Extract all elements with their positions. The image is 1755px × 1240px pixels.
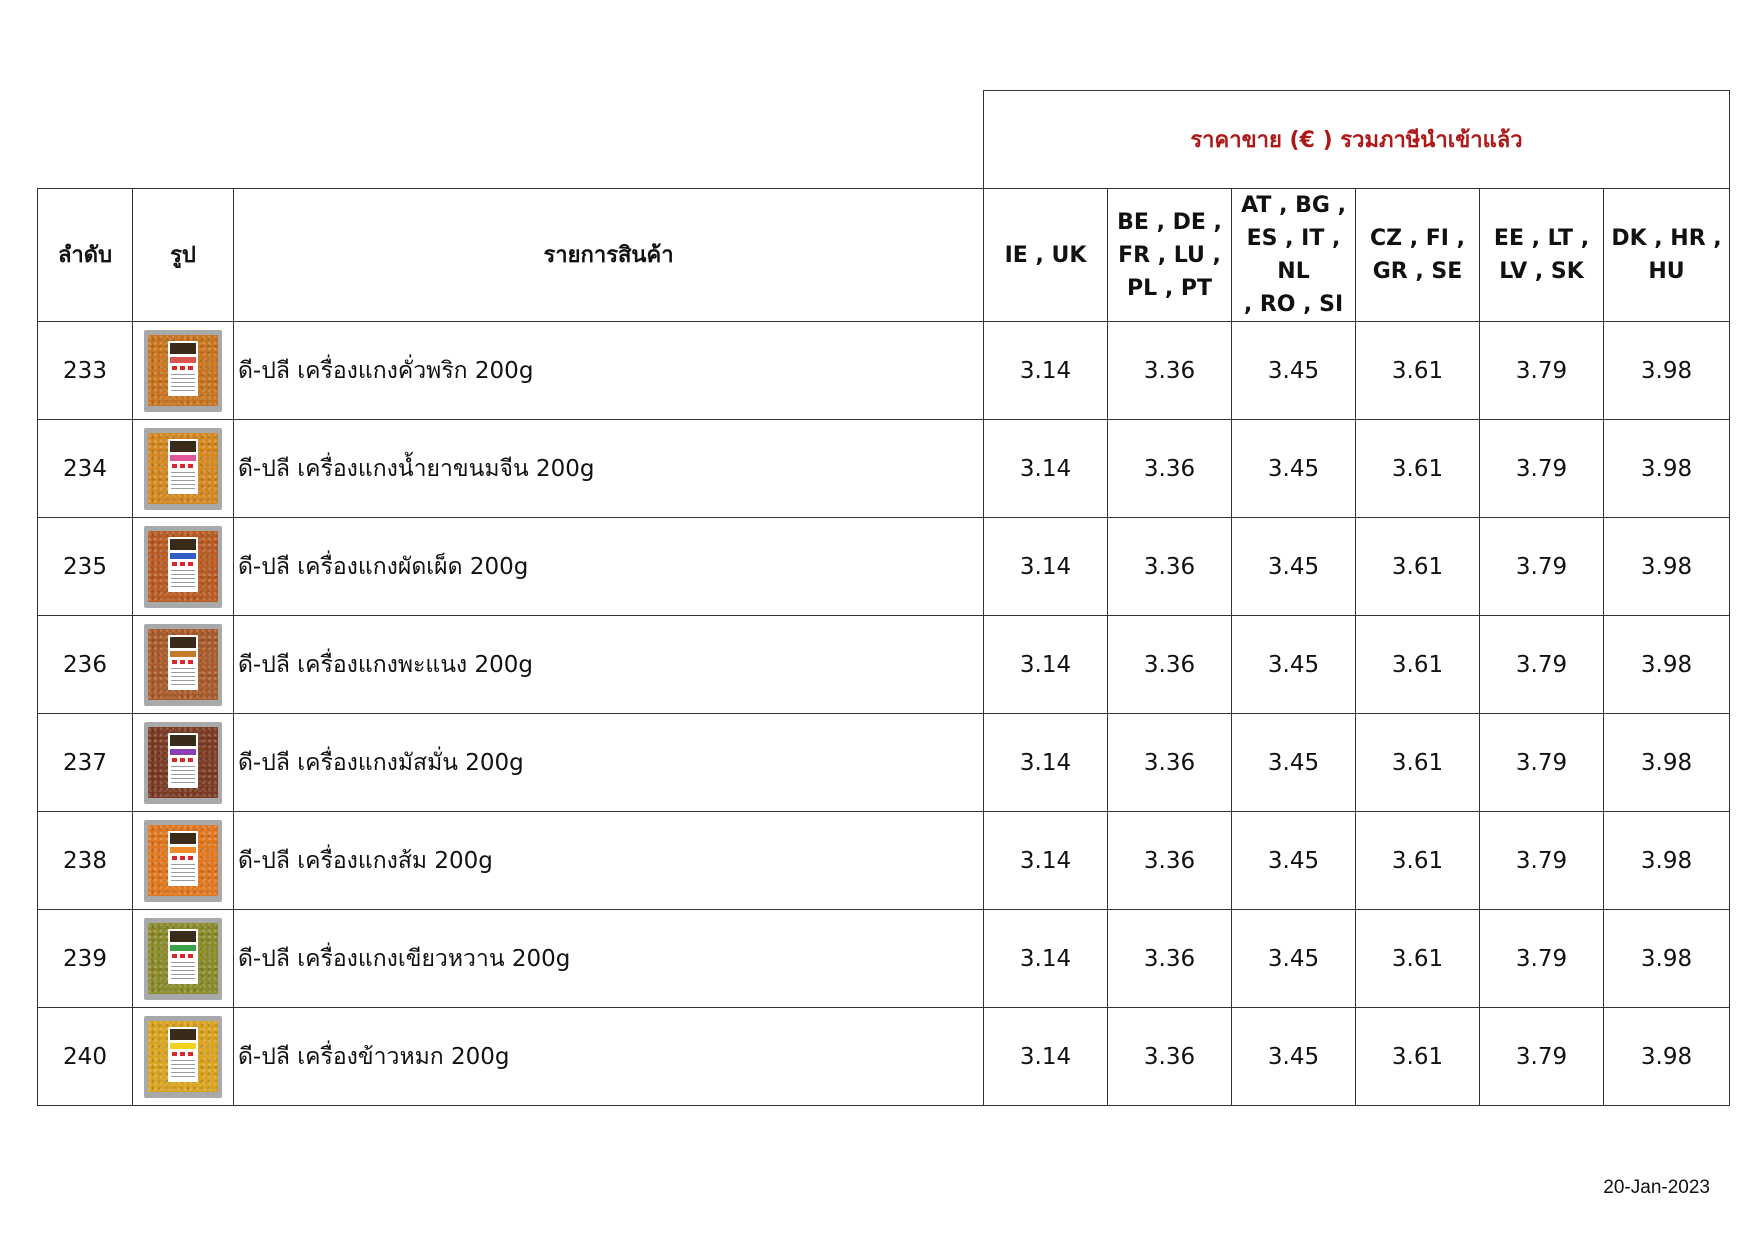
- document-date: 20-Jan-2023: [1603, 1177, 1710, 1198]
- price-cell: 3.45: [1232, 812, 1356, 910]
- price-cell: 3.45: [1232, 910, 1356, 1008]
- price-cell: 3.36: [1108, 910, 1232, 1008]
- price-cell: 3.14: [984, 420, 1108, 518]
- price-cell: 3.61: [1356, 1008, 1480, 1106]
- price-cell: 3.14: [984, 518, 1108, 616]
- price-cell: 3.98: [1604, 322, 1730, 420]
- price-cell: 3.98: [1604, 518, 1730, 616]
- price-cell: 3.45: [1232, 420, 1356, 518]
- row-index: 236: [38, 616, 133, 714]
- product-pack-image: [144, 330, 222, 412]
- banner-spacer: [234, 91, 984, 189]
- price-cell: 3.45: [1232, 518, 1356, 616]
- banner-spacer: [38, 91, 133, 189]
- product-name: ดี-ปลี เครื่องแกงน้ำยาขนมจีน 200g: [234, 420, 984, 518]
- price-cell: 3.98: [1604, 1008, 1730, 1106]
- row-index: 235: [38, 518, 133, 616]
- banner-spacer: [133, 91, 234, 189]
- header-country-group: IE , UK: [984, 189, 1108, 322]
- price-cell: 3.45: [1232, 322, 1356, 420]
- price-cell: 3.61: [1356, 910, 1480, 1008]
- price-cell: 3.98: [1604, 910, 1730, 1008]
- price-cell: 3.36: [1108, 616, 1232, 714]
- product-pack-image: [144, 1016, 222, 1098]
- header-country-group: CZ , FI , GR , SE: [1356, 189, 1480, 322]
- price-cell: 3.79: [1480, 714, 1604, 812]
- row-index: 239: [38, 910, 133, 1008]
- price-cell: 3.36: [1108, 1008, 1232, 1106]
- table-row: [38, 714, 1730, 812]
- price-cell: 3.79: [1480, 420, 1604, 518]
- price-cell: 3.61: [1356, 420, 1480, 518]
- row-image-cell: [133, 1008, 234, 1106]
- row-index: 234: [38, 420, 133, 518]
- product-name: ดี-ปลี เครื่องข้าวหมก 200g: [234, 1008, 984, 1106]
- price-cell: 3.79: [1480, 322, 1604, 420]
- row-image-cell: [133, 910, 234, 1008]
- price-cell: 3.36: [1108, 812, 1232, 910]
- header-image: รูป: [133, 189, 234, 322]
- table-row: [38, 322, 1730, 420]
- price-cell: 3.79: [1480, 616, 1604, 714]
- price-cell: 3.61: [1356, 518, 1480, 616]
- table-row: [38, 910, 1730, 1008]
- product-name: ดี-ปลี เครื่องแกงเขียวหวาน 200g: [234, 910, 984, 1008]
- price-cell: 3.79: [1480, 812, 1604, 910]
- row-image-cell: [133, 518, 234, 616]
- price-cell: 3.36: [1108, 420, 1232, 518]
- row-index: 240: [38, 1008, 133, 1106]
- price-cell: 3.14: [984, 910, 1108, 1008]
- price-cell: 3.36: [1108, 322, 1232, 420]
- row-index: 233: [38, 322, 133, 420]
- product-name: ดี-ปลี เครื่องแกงผัดเผ็ด 200g: [234, 518, 984, 616]
- table-row: [38, 616, 1730, 714]
- price-cell: 3.36: [1108, 518, 1232, 616]
- product-pack-image: [144, 624, 222, 706]
- price-cell: 3.79: [1480, 1008, 1604, 1106]
- price-cell: 3.98: [1604, 714, 1730, 812]
- table-row: [38, 420, 1730, 518]
- header-index: ลำดับ: [38, 189, 133, 322]
- table-row: [38, 518, 1730, 616]
- price-cell: 3.98: [1604, 420, 1730, 518]
- header-country-group: AT , BG , ES , IT , NL , RO , SI: [1232, 189, 1356, 322]
- price-cell: 3.14: [984, 714, 1108, 812]
- price-cell: 3.79: [1480, 910, 1604, 1008]
- price-cell: 3.61: [1356, 714, 1480, 812]
- header-country-group: EE , LT , LV , SK: [1480, 189, 1604, 322]
- price-cell: 3.98: [1604, 812, 1730, 910]
- header-country-group: DK , HR , HU: [1604, 189, 1730, 322]
- price-cell: 3.45: [1232, 714, 1356, 812]
- row-image-cell: [133, 420, 234, 518]
- price-cell: 3.14: [984, 616, 1108, 714]
- product-name: ดี-ปลี เครื่องแกงพะแนง 200g: [234, 616, 984, 714]
- price-cell: 3.45: [1232, 616, 1356, 714]
- price-cell: 3.61: [1356, 322, 1480, 420]
- row-image-cell: [133, 714, 234, 812]
- row-index: 238: [38, 812, 133, 910]
- row-image-cell: [133, 322, 234, 420]
- product-name: ดี-ปลี เครื่องแกงมัสมั่น 200g: [234, 714, 984, 812]
- product-pack-image: [144, 820, 222, 902]
- row-index: 237: [38, 714, 133, 812]
- product-name: ดี-ปลี เครื่องแกงส้ม 200g: [234, 812, 984, 910]
- price-cell: 3.79: [1480, 518, 1604, 616]
- header-product: รายการสินค้า: [234, 189, 984, 322]
- product-name: ดี-ปลี เครื่องแกงคั่วพริก 200g: [234, 322, 984, 420]
- price-cell: 3.14: [984, 1008, 1108, 1106]
- header-country-group: BE , DE , FR , LU , PL , PT: [1108, 189, 1232, 322]
- table-row: [38, 1008, 1730, 1106]
- product-pack-image: [144, 526, 222, 608]
- product-pack-image: [144, 428, 222, 510]
- price-cell: 3.36: [1108, 714, 1232, 812]
- price-cell: 3.98: [1604, 616, 1730, 714]
- price-table: [37, 90, 1730, 1106]
- row-image-cell: [133, 812, 234, 910]
- price-cell: 3.61: [1356, 812, 1480, 910]
- price-cell: 3.61: [1356, 616, 1480, 714]
- table-row: [38, 812, 1730, 910]
- price-banner: ราคาขาย (€ ) รวมภาษีนำเข้าแล้ว: [984, 91, 1730, 189]
- price-cell: 3.45: [1232, 1008, 1356, 1106]
- row-image-cell: [133, 616, 234, 714]
- price-cell: 3.14: [984, 322, 1108, 420]
- price-cell: 3.14: [984, 812, 1108, 910]
- banner-row: [38, 91, 1730, 189]
- product-pack-image: [144, 722, 222, 804]
- header-row: [38, 189, 1730, 322]
- product-pack-image: [144, 918, 222, 1000]
